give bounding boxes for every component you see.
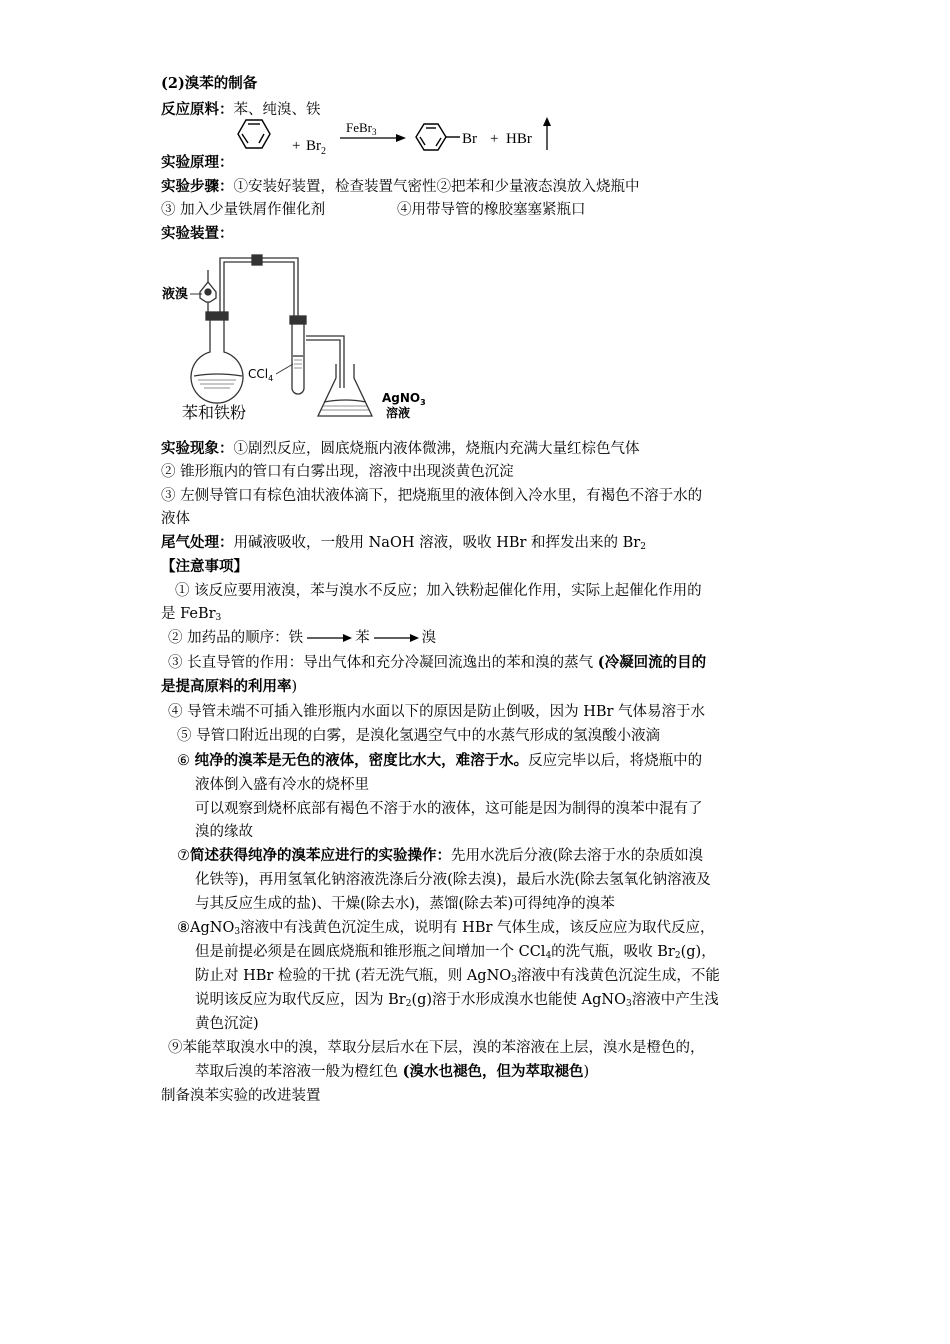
step-3: ③ 加入少量铁屑作催化剂: [161, 202, 326, 218]
steps-line-1: [161, 176, 640, 198]
label-liquid-bromine: 液溴: [162, 287, 189, 302]
note-8a: ⑧AgNO$_3$溶液中有浅黄色沉淀生成，说明有 HBr 气体生成，该反应应为取代反应，: [177, 920, 715, 937]
note-6c: 可以观察到烧杯底部有褐色不溶于水的液体，这可能是因为制得的溴苯中混有了: [195, 801, 703, 817]
note-8b: 但是前提必须是在圆底烧瓶和锥形瓶之间增加一个 CCl$_4$的洗气瓶，吸收 $Br_2(g)$，: [195, 944, 716, 961]
note-7a: ⑦简述获得纯净的溴苯应进行的实验操作：先用水洗后分液(除去溶于水的杂质如溴: [177, 847, 704, 864]
note-8e: 黄色沉淀): [195, 1016, 259, 1032]
bromobenzene-ring: [416, 124, 460, 150]
note-3b: 是提高原料的利用率): [161, 678, 298, 695]
note-6d: 溴的缘故: [195, 824, 253, 840]
tail-gas-sub: 2: [640, 542, 646, 552]
phenomena-3a: ③ 左侧导管口有棕色油状液体滴下，把烧瓶里的液体倒入冷水里，有褐色不溶于水的: [161, 488, 703, 504]
right-arrow-icon: [305, 633, 353, 643]
apparatus-label: 实验装置：: [161, 225, 234, 242]
section-title: (2)溴苯的制备: [161, 75, 258, 92]
phenomena-label: 实验现象：: [161, 440, 234, 457]
note-1b: 是 FeBr$_3$: [161, 606, 222, 623]
steps-text-1: ①安装好装置，检查装置气密性②把苯和少量液态溴放入烧瓶中: [233, 179, 640, 195]
phenomena-text-1: ①剧烈反应，圆底烧瓶内液体微沸，烧瓶内充满大量红棕色气体: [233, 441, 640, 457]
label-ccl4: CCl$_4$: [248, 367, 274, 383]
label-solution: 溶液: [386, 406, 411, 420]
note-9b: 萃取后溴的苯溶液一般为橙红色 (溴水也褪色，但为萃取褪色): [195, 1063, 590, 1080]
plus-sign-1: +: [292, 138, 301, 154]
note-7b: 化铁等)，再用氢氧化钠溶液洗涤后分液(除去溴)，最后水洗(除去氢氧化钠溶液及: [195, 872, 711, 888]
hbr-byproduct: HBr: [506, 131, 532, 147]
materials-text: 苯、纯溴、铁: [233, 102, 321, 118]
catalyst-label: FeBr$_3$: [346, 120, 377, 137]
principle-label: 实验原理：: [161, 154, 234, 171]
tail-gas-line: [161, 532, 646, 554]
tail-gas-text: 用碱液吸收，一般用 NaOH 溶液，吸收 HBr 和挥发出来的 Br: [233, 535, 641, 551]
note-7c: 与其反应生成的盐)、干燥(除去水)，蒸馏(除去苯)可得纯净的溴苯: [195, 896, 615, 912]
plus-sign-2: +: [490, 131, 499, 147]
reaction-equation: [228, 112, 588, 164]
benzene-ring: [238, 120, 270, 148]
right-arrow-icon: [372, 633, 420, 643]
label-benzene-iron: 苯和铁粉: [182, 403, 247, 422]
gas-up-arrow-icon: [543, 117, 551, 150]
phenomena-3b: 液体: [161, 511, 190, 527]
bromine-reagent: $Br_2$: [306, 138, 326, 157]
note-6a: ⑥ 纯净的溴苯是无色的液体，密度比水大，难溶于水。反应完毕以后，将烧瓶中的: [177, 752, 703, 769]
apparatus-diagram: [160, 246, 450, 432]
footer-line: 制备溴苯实验的改进装置: [161, 1088, 321, 1104]
note-4: ④ 导管未端不可插入锥形瓶内水面以下的原因是防止倒吸，因为 HBr 气体易溶于水: [168, 704, 706, 720]
note-2: ② 加药品的顺序：铁 苯 溴: [168, 630, 437, 646]
note-3a: ③ 长直导管的作用：导出气体和充分冷凝回流逸出的苯和溴的蒸气 (冷凝回流的目的: [168, 654, 707, 671]
note-9a: ⑨苯能萃取溴水中的溴，萃取分层后水在下层，溴的苯溶液在上层，溴水是橙色的，: [168, 1040, 705, 1056]
note-8c: 防止对 HBr 检验的干扰 (若无洗气瓶，则 AgNO$_3$溶液中有浅黄色沉淀生成，不能: [195, 968, 720, 985]
glassware: [191, 255, 372, 416]
phenomena-line-1: [161, 438, 640, 460]
steps-label: 实验步骤：: [161, 178, 234, 195]
tail-gas-label: 尾气处理：: [161, 534, 234, 551]
note-5: ⑤ 导管口附近出现的白雾，是溴化氢遇空气中的水蒸气形成的氢溴酸小液滴: [177, 728, 661, 744]
product-bromine: Br: [462, 131, 477, 147]
notes-heading: 【注意事项】: [161, 558, 248, 575]
materials-label: 反应原料：: [161, 101, 234, 118]
step-4: ④用带导管的橡胶塞塞紧瓶口: [397, 202, 586, 218]
note-1a: ① 该反应要用液溴，苯与溴水不反应；加入铁粉起催化作用，实际上起催化作用的: [175, 583, 702, 599]
label-agno3: AgNO$_3$: [382, 391, 426, 407]
note-8d: 说明该反应为取代反应，因为 $Br_2(g)$溶于水形成溴水也能使 AgNO$_3$溶液中产生浅: [195, 992, 719, 1009]
phenomena-2: ② 锥形瓶内的管口有白雾出现，溶液中出现淡黄色沉淀: [161, 464, 514, 480]
note-6b: 液体倒入盛有冷水的烧杯里: [195, 777, 369, 793]
